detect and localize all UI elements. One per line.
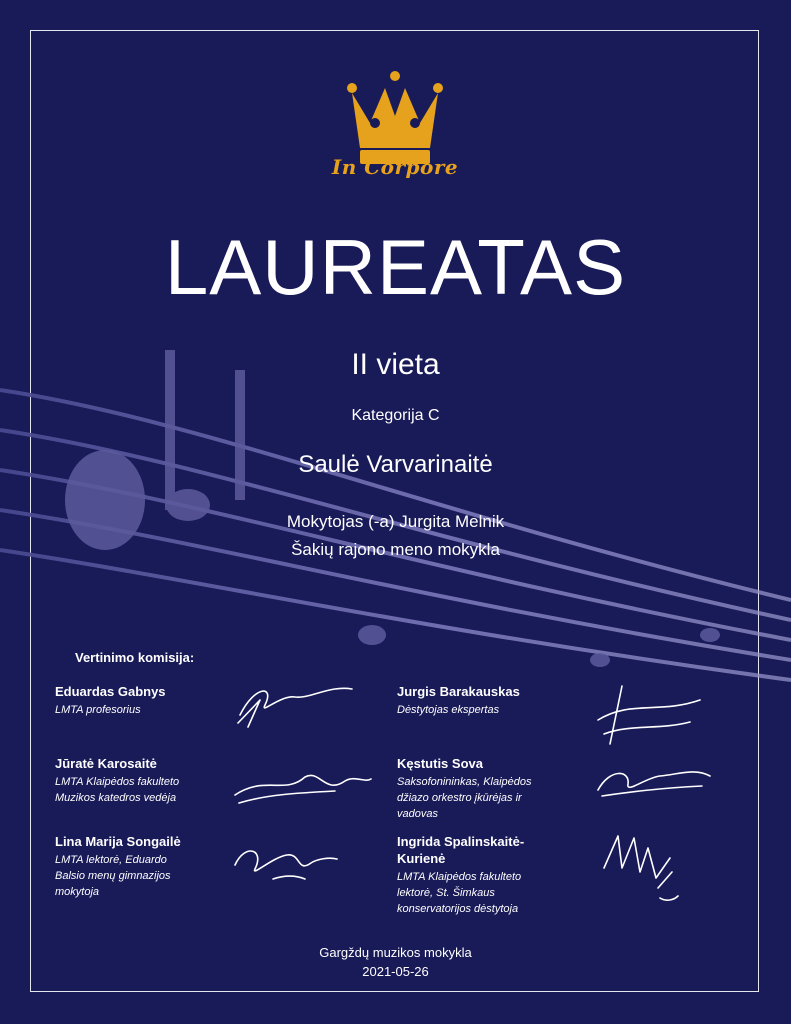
member-name: Kęstutis Sova xyxy=(397,756,483,771)
member-role xyxy=(55,852,181,900)
member-name: Eduardas Gabnys xyxy=(55,684,166,699)
member-role-line: džiazo orkestro įkūrėjas ir xyxy=(397,792,522,804)
committee-heading: Vertinimo komisija: xyxy=(75,650,195,665)
committee-member xyxy=(397,683,520,718)
member-name xyxy=(397,833,524,867)
member-role xyxy=(397,774,532,822)
committee-member xyxy=(55,755,179,806)
committee-member xyxy=(397,833,524,917)
member-role xyxy=(55,774,179,806)
member-role-line: Balsio menų gimnazijos xyxy=(55,870,171,882)
member-name: Jūratė Karosaitė xyxy=(55,756,157,771)
member-role-line: Saksofonininkas, Klaipėdos xyxy=(397,776,532,788)
signature-image xyxy=(220,675,360,735)
member-role-line: lektorė, St. Šimkaus xyxy=(397,887,495,899)
certificate-title: LAUREATAS xyxy=(164,223,627,311)
committee-member xyxy=(397,755,532,822)
teacher-line: Mokytojas (-a) Jurgita Melnik xyxy=(286,512,505,531)
footer-date: 2021-05-26 xyxy=(362,964,429,979)
school-line: Šakių rajono meno mokykla xyxy=(291,540,500,559)
signature-image xyxy=(590,680,710,750)
member-role-line: Dėstytojas ekspertas xyxy=(397,704,500,716)
award-category: Kategorija C xyxy=(351,407,440,424)
member-name: Jurgis Barakauskas xyxy=(397,684,520,699)
committee-member xyxy=(55,683,166,718)
award-place: II vieta xyxy=(351,348,440,381)
member-name: Lina Marija Songailė xyxy=(55,834,181,849)
footer-school: Gargždų muzikos mokykla xyxy=(319,945,472,960)
member-role xyxy=(55,702,166,718)
signature-image xyxy=(600,828,680,908)
member-role xyxy=(397,869,524,917)
member-role xyxy=(397,702,520,718)
committee-member xyxy=(55,833,181,900)
member-role-line: LMTA Klaipėdos fakulteto xyxy=(397,871,522,883)
member-role-line: vadovas xyxy=(397,808,438,820)
member-role-line: konservatorijos dėstytoja xyxy=(397,903,519,915)
signature-image xyxy=(225,835,340,885)
signature-image xyxy=(590,758,715,803)
member-role-line: LMTA lektorė, Eduardo xyxy=(55,854,167,866)
member-role-line: LMTA Klaipėdos fakulteto xyxy=(55,776,180,788)
member-role-line: Muzikos katedros vedėja xyxy=(55,792,177,804)
signature-image xyxy=(225,765,375,810)
member-role-line: LMTA profesorius xyxy=(55,704,141,716)
member-name-line: Kurienė xyxy=(397,851,446,866)
logo-text: In Corpore xyxy=(331,155,459,179)
laureate-name: Saulė Varvarinaitė xyxy=(298,451,493,478)
member-role-line: mokytoja xyxy=(55,886,100,898)
member-name-line: Ingrida Spalinskaitė- xyxy=(397,834,525,849)
